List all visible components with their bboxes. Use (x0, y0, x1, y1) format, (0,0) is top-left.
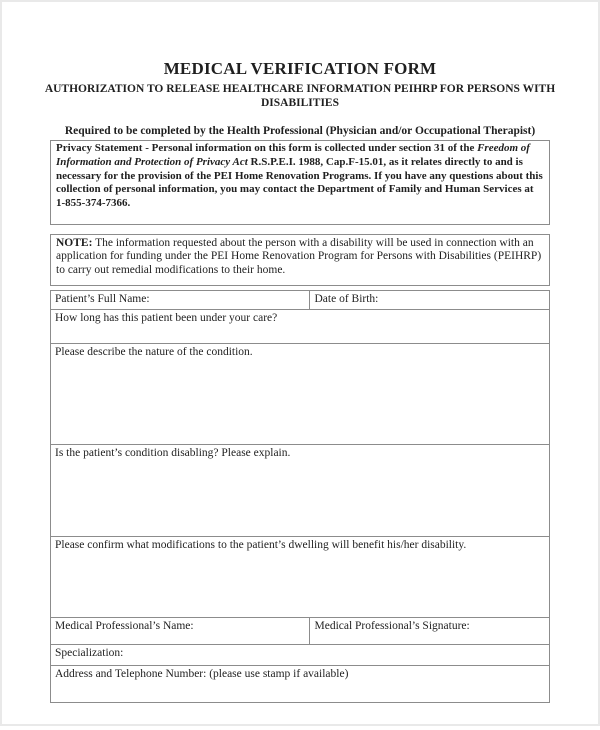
privacy-text-before-act: Privacy Statement - Personal information on this form is collected under section 31 of the (56, 142, 478, 154)
form-subtitle: AUTHORIZATION TO RELEASE HEALTHCARE INFORMATION PEIHRP FOR PERSONS WITH DISABILITIES (44, 83, 556, 109)
modifications-benefit-label: Please confirm what modifications to the patient’s dwelling will benefit his/her disability. (55, 539, 467, 552)
privacy-statement-box (50, 140, 550, 225)
specialization-field[interactable] (51, 645, 550, 666)
professional-signature-field[interactable] (310, 618, 550, 645)
note-label: NOTE: (56, 236, 93, 249)
note-box (50, 234, 550, 287)
address-phone-label: Address and Telephone Number: (please use stamp if available) (55, 668, 349, 681)
condition-nature-field[interactable] (51, 344, 550, 445)
patient-name-field[interactable] (51, 291, 310, 310)
condition-disabling-field[interactable] (51, 445, 550, 537)
professional-name-field[interactable] (51, 618, 310, 645)
date-of-birth-field[interactable] (310, 291, 550, 310)
table-row-specialization (51, 645, 550, 666)
condition-nature-label: Please describe the nature of the condition. (55, 346, 253, 359)
specialization-label: Specialization: (55, 647, 124, 660)
care-duration-field[interactable] (51, 310, 550, 344)
note-text: The information requested about the person with a disability will be used in connection with an application for funding under the PEI Home Renovation Program for Persons with Disabilities (PEIHRP) to carry out remedial modifications to their home. (56, 236, 542, 276)
professional-signature-label: Medical Professional’s Signature: (314, 620, 470, 633)
privacy-act-title: Freedom of Information and Protection of Privacy Act (56, 142, 530, 168)
completion-instruction: Required to be completed by the Health Professional (Physician and/or Occupational Therapist) (64, 125, 536, 137)
care-duration-label: How long has this patient been under your care? (55, 312, 278, 325)
table-row-condition-disabling (51, 445, 550, 537)
date-of-birth-label: Date of Birth: (314, 293, 379, 306)
address-phone-field[interactable] (51, 666, 550, 703)
table-row-professional (51, 618, 550, 645)
table-row-condition-nature (51, 344, 550, 445)
table-row-patient (51, 291, 550, 310)
table-row-modifications (51, 537, 550, 618)
form-title: MEDICAL VERIFICATION FORM (163, 59, 437, 78)
condition-disabling-label: Is the patient’s condition disabling? Please explain. (55, 447, 291, 460)
table-row-address (51, 666, 550, 703)
patient-name-label: Patient’s Full Name: (55, 293, 150, 306)
privacy-text-after-act: R.S.P.E.I. 1988, Cap.F-15.01, as it relates directly to and is necessary for the provision of the PEI Home Renovation Programs. If you have any questions about this collection of personal information, you may contact the Department of Family and Human Services at 1-855-374-7366. (56, 155, 543, 210)
form-table (50, 290, 550, 703)
professional-name-label: Medical Professional’s Name: (55, 620, 194, 633)
modifications-benefit-field[interactable] (51, 537, 550, 618)
table-row-care-duration (51, 310, 550, 344)
